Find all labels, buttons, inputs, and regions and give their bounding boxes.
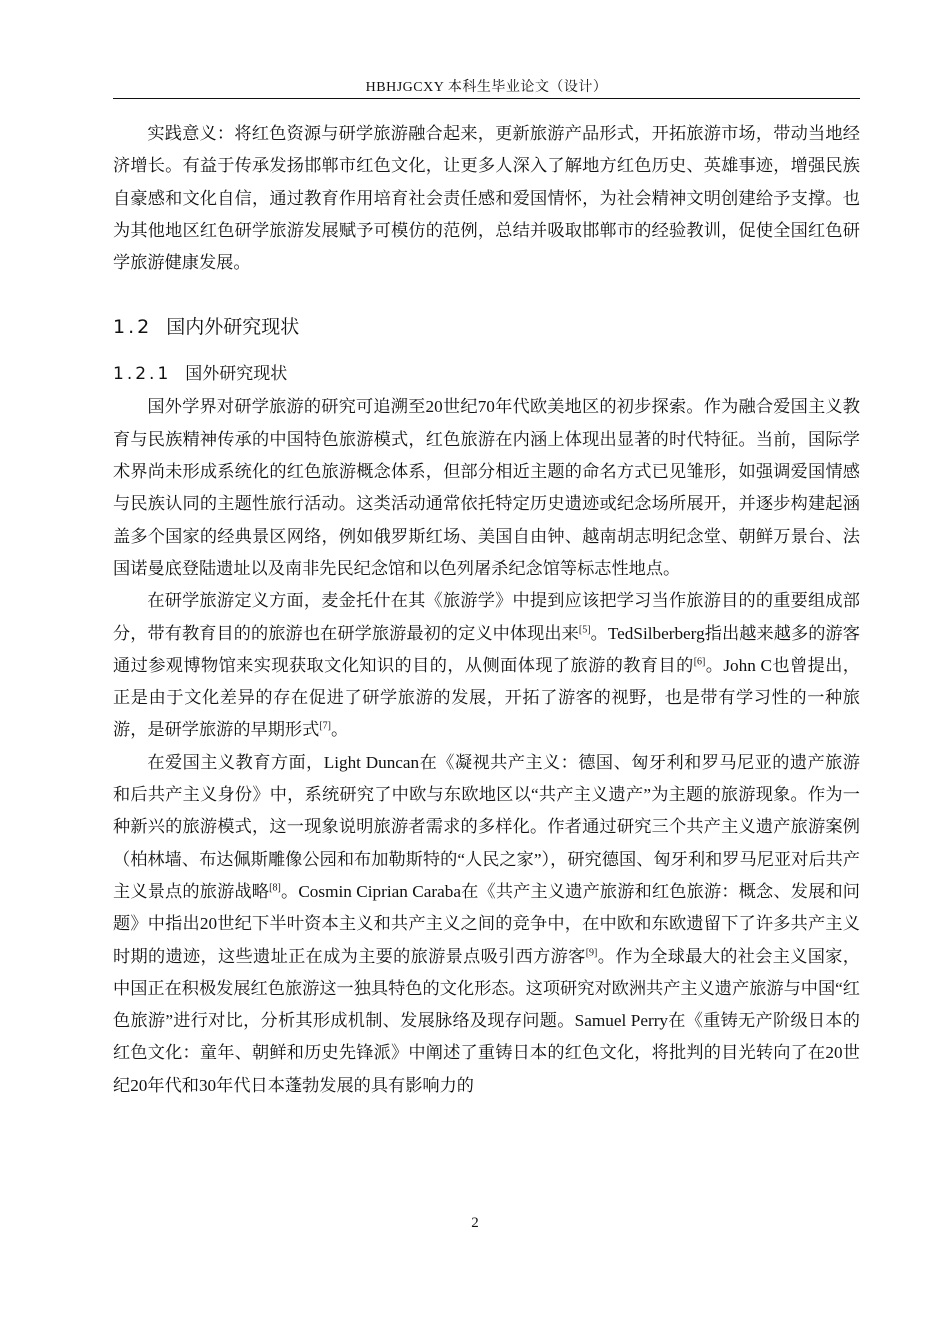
definition-text-1: 在研学旅游定义方面，麦金托什在其《旅游学》中提到应该把学习当作旅游目的的重要组成部分，带有教育目的的旅游也在研学旅游最初的定义中体现出来 bbox=[113, 591, 860, 643]
paragraph-foreign-research-intro: 国外学界对研学旅游的研究可追溯至20世纪70年代欧美地区的初步探索。作为融合爱国主义教育与民族精神传承的中国特色旅游模式，红色旅游在内涵上体现出显著的时代特征。当前，国际学术界尚未形成系统化的红色旅游概念体系，但部分相近主题的命名方式已见雏形，如强调爱国情感与民族认同的主题性旅行活动。这类活动通常依托特定历史遗迹或纪念场所展开，并逐步构建起涵盖多个国家的经典景区网络，例如俄罗斯红场、美国自由钟、越南胡志明纪念堂、朝鲜万景台、法国诺曼底登陆遗址以及南非先民纪念馆和以色列屠杀纪念馆等标志性地点。 bbox=[113, 397, 860, 578]
citation-5: [5] bbox=[578, 623, 591, 635]
page-content bbox=[113, 118, 860, 1102]
citation-9: [9] bbox=[585, 946, 598, 958]
section-title: 国内外研究现状 bbox=[166, 316, 300, 339]
paragraph-patriotic-education bbox=[113, 747, 860, 1102]
subsection-title: 国外研究现状 bbox=[185, 364, 288, 385]
subsection-number: 1.2.1 bbox=[113, 364, 172, 385]
section-heading bbox=[113, 313, 860, 341]
citation-6: [6] bbox=[693, 656, 706, 668]
citation-8: [8] bbox=[269, 882, 281, 894]
section-number: 1.2 bbox=[113, 316, 153, 339]
definition-text-3: 。John C也曾提出，正是由于文化差异的存在促进了研学旅游的发展，开拓了游客的视野，也是带有学习性的一种旅游，是研学旅游的早期形式 bbox=[113, 655, 860, 740]
definition-text-2: 。TedSilberberg指出越来越多的游客通过参观博物馆来实现获取文化知识的目的，从侧面体现了旅游的教育目的 bbox=[113, 623, 860, 675]
citation-7: [7] bbox=[319, 720, 331, 732]
patriotic-text-2: 。Cosmin Ciprian Caraba在《共产主义遗产旅游和红色旅游：概念、发展和问题》中指出20世纪下半叶资本主义和共产主义之间的竞争中，在中欧和东欧遗留下了许多共产主义时期的遗迹，这些遗址正在成为主要的旅游景点吸引西方游客 bbox=[113, 881, 860, 966]
page-number: 2 bbox=[471, 1215, 479, 1231]
paragraph-definition bbox=[113, 585, 860, 746]
header-divider bbox=[113, 98, 860, 99]
subsection-heading bbox=[113, 361, 860, 387]
running-header: HBHJGCXY 本科生毕业论文（设计） bbox=[365, 80, 608, 95]
patriotic-text-1: 在爱国主义教育方面，Light Duncan在《凝视共产主义：德国、匈牙利和罗马尼亚的遗产旅游和后共产主义身份》中，系统研究了中欧与东欧地区以“共产主义遗产”为主题的旅游现象。作为一种新兴的旅游模式，这一现象说明旅游者需求的多样化。作者通过研究三个共产主义遗产旅游案例（柏林墙、布达佩斯雕像公园和布加勒斯特的“人民之家”），研究德国、匈牙利和罗马尼亚对后共产主义景点的旅游战略 bbox=[113, 752, 860, 901]
definition-text-4: 。 bbox=[330, 720, 349, 740]
paragraph-practical-significance: 实践意义：将红色资源与研学旅游融合起来，更新旅游产品形式，开拓旅游市场，带动当地经济增长。有益于传承发扬邯郸市红色文化，让更多人深入了解地方红色历史、英雄事迹，增强民族自豪感和文化自信，通过教育作用培育社会责任感和爱国情怀，为社会精神文明创建给予支撑。也为其他地区红色研学旅游发展赋予可模仿的范例，总结并吸取邯郸市的经验教训，促使全国红色研学旅游健康发展。 bbox=[113, 124, 860, 273]
patriotic-text-3: 。作为全球最大的社会主义国家，中国正在积极发展红色旅游这一独具特色的文化形态。这项研究对欧洲共产主义遗产旅游与中国“红色旅游”进行对比，分析其形成机制、发展脉络及现存问题。Samuel Perry在《重铸无产阶级日本的红色文化：童年、朝鲜和历史先锋派》中阐述了重铸日本的红色文化，将批判的目光转向了在20世纪20年代和30年代日本蓬勃发展的具有影响力的 bbox=[113, 946, 860, 1095]
